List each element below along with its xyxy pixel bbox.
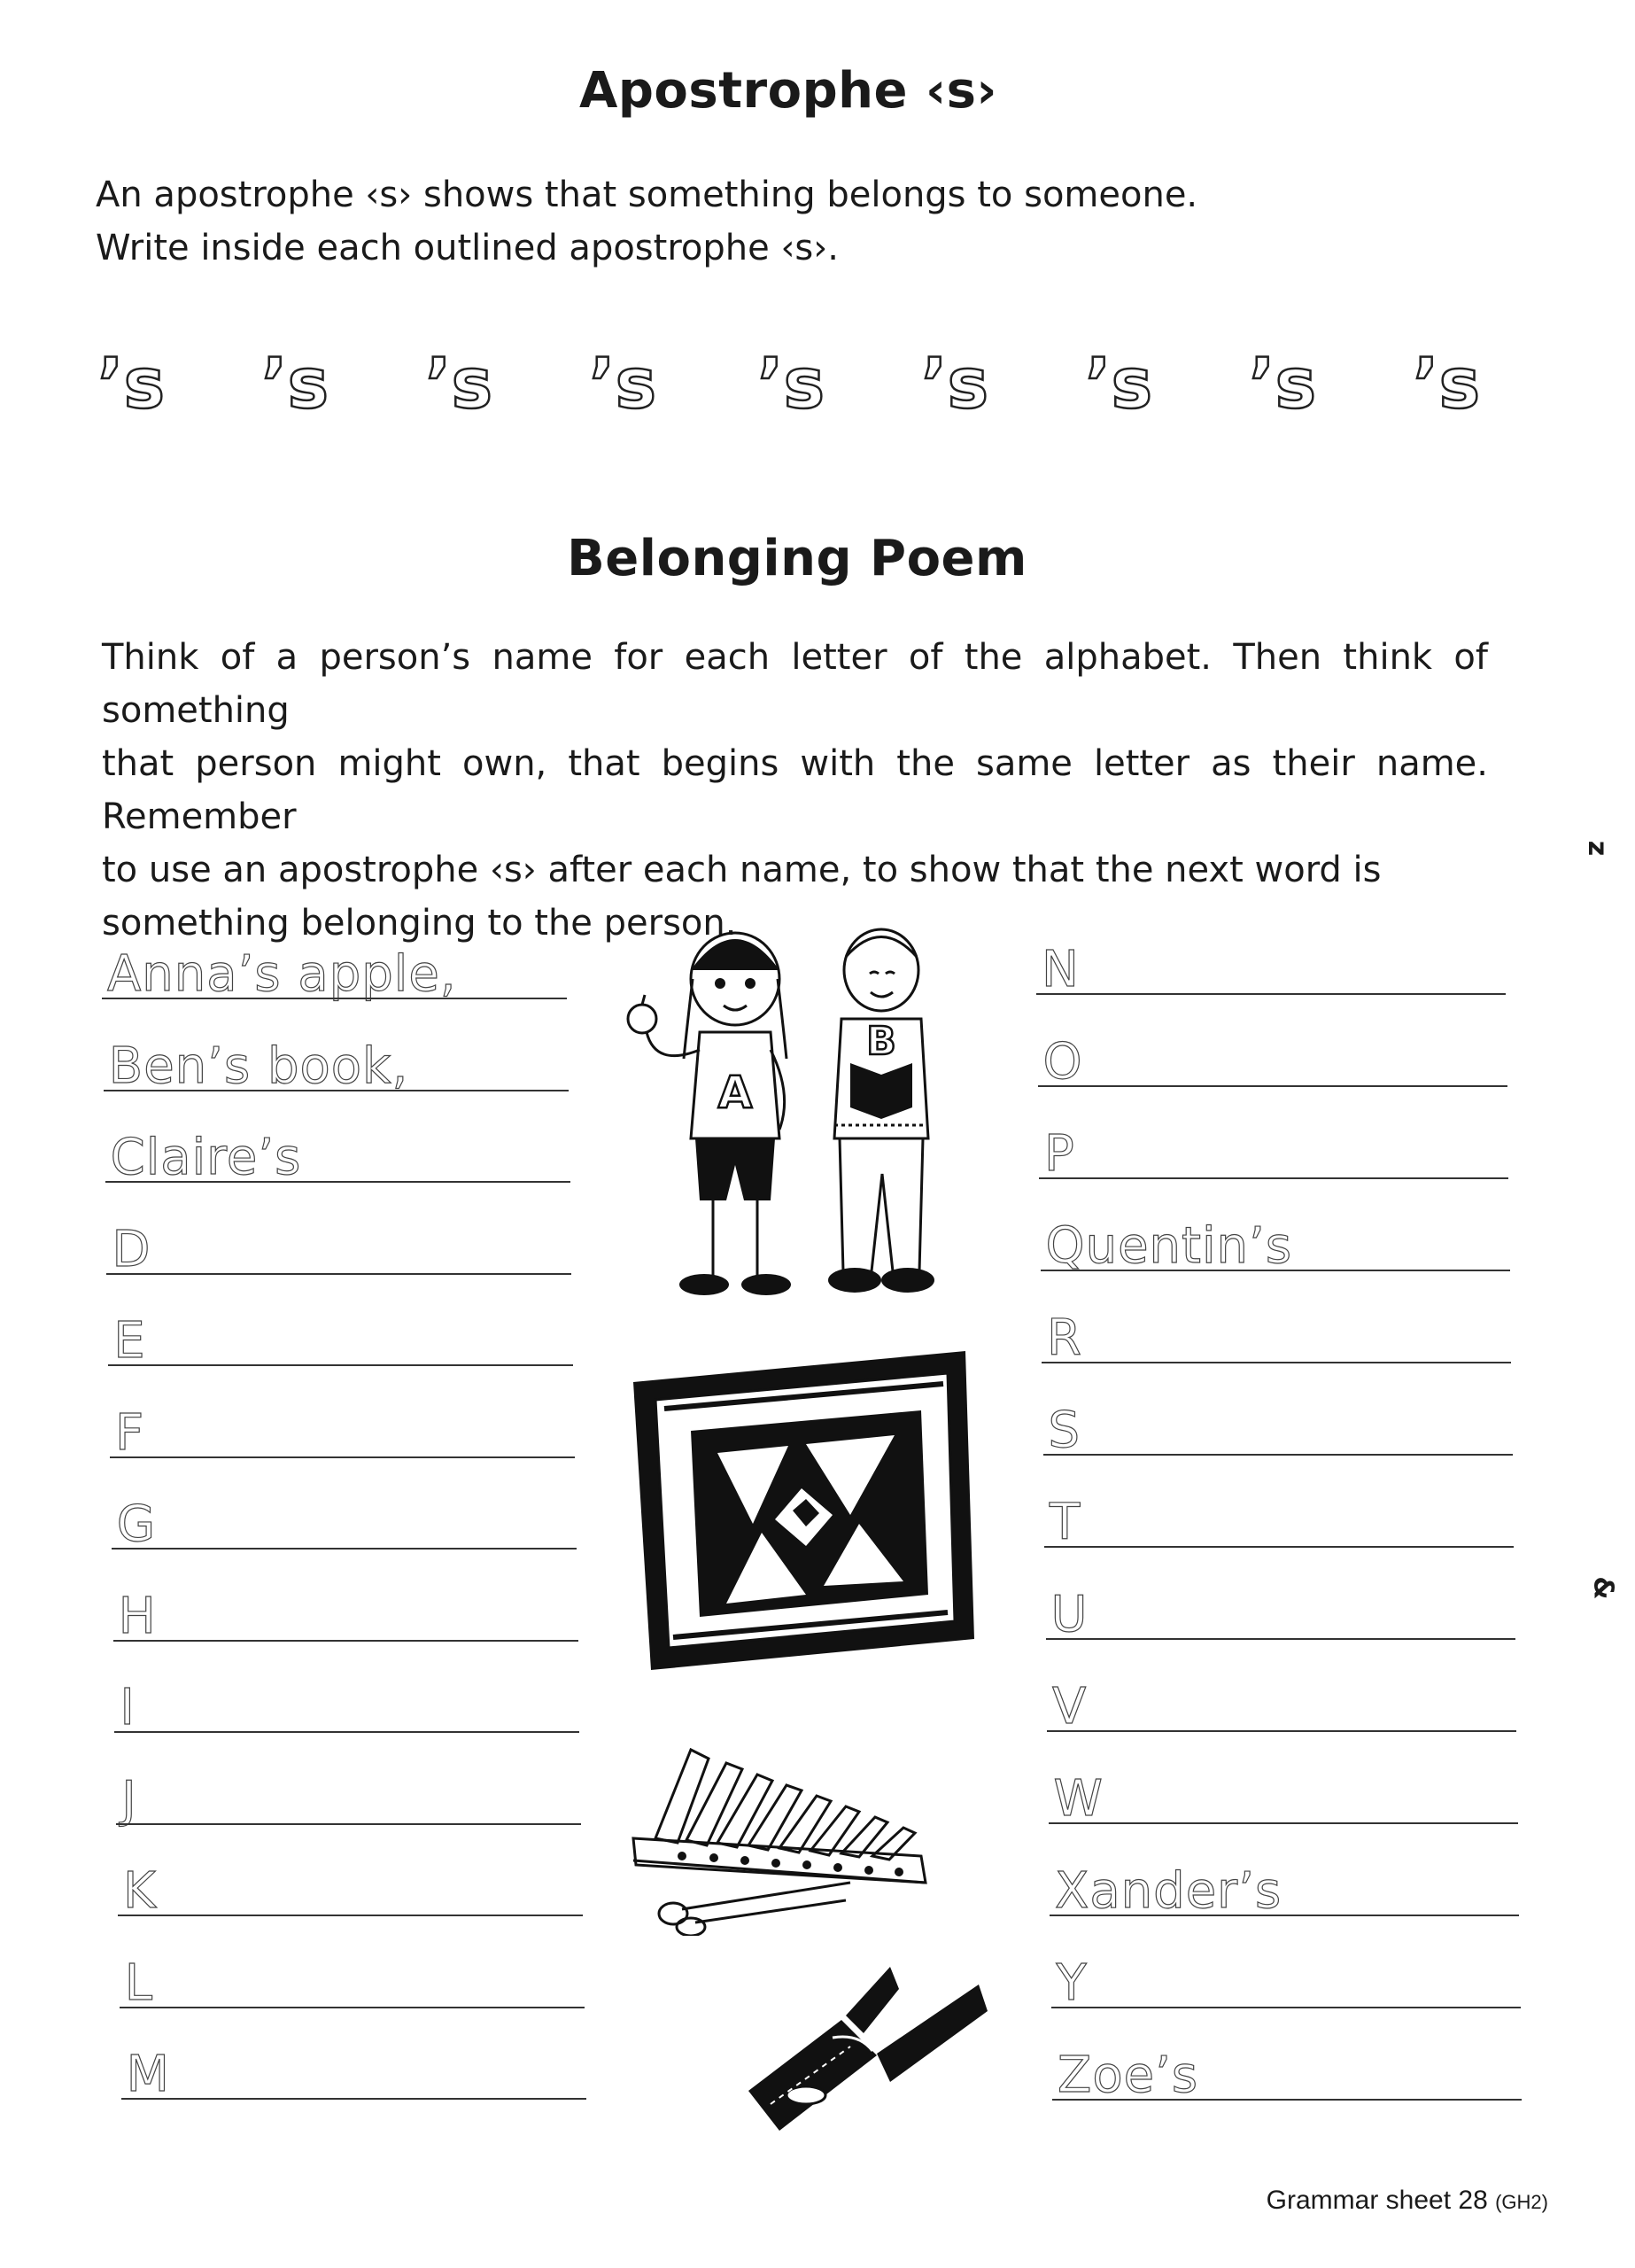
instruction-line-2: Write inside each outlined apostrophe ‹s›.: [96, 228, 839, 268]
margin-mark: z: [1582, 840, 1614, 857]
writing-line[interactable]: [1041, 1211, 1510, 1282]
trace-apostrophe-s[interactable]: ’s: [1249, 345, 1317, 424]
writing-line-rule: [113, 1640, 578, 1642]
footer: [1267, 2186, 1548, 2216]
writing-line[interactable]: [102, 939, 567, 1010]
writing-line[interactable]: [1050, 1856, 1519, 1927]
writing-line-rule: [105, 1181, 570, 1183]
writing-line-prompt: P: [1044, 1125, 1075, 1183]
writing-line[interactable]: [1039, 1119, 1508, 1190]
writing-line-prompt: Xander’s: [1055, 1862, 1282, 1920]
writing-line[interactable]: [118, 1856, 583, 1927]
writing-line-prompt: K: [123, 1862, 157, 1920]
writing-line-prompt: G: [116, 1495, 157, 1553]
writing-line-rule: [1049, 1822, 1518, 1824]
writing-line-rule: [114, 1731, 579, 1733]
writing-line[interactable]: [113, 1581, 578, 1652]
writing-line-rule: [121, 2098, 586, 2100]
writing-line-rule: [1043, 1454, 1513, 1456]
trace-apostrophe-s[interactable]: ’s: [757, 345, 825, 424]
trace-apostrophe-s[interactable]: ’s: [921, 345, 989, 424]
writing-line-prompt: L: [124, 1953, 153, 2012]
xylophone-icon: [629, 1732, 974, 1936]
writing-line-prompt: Y: [1056, 1954, 1088, 2012]
writing-line[interactable]: [108, 1306, 573, 1377]
writing-line-prompt: Claire’s: [110, 1129, 302, 1186]
writing-line-rule: [1052, 2099, 1522, 2101]
writing-line-prompt: J: [121, 1770, 137, 1829]
writing-line-rule: [116, 1823, 581, 1825]
apostrophe-instructions: [96, 168, 1513, 275]
writing-line[interactable]: [114, 1673, 579, 1744]
trace-apostrophe-s[interactable]: ’s: [1085, 345, 1153, 424]
writing-line-rule: [104, 1090, 569, 1091]
writing-line-rule: [1042, 1362, 1511, 1363]
footer-code: (GH2): [1495, 2191, 1548, 2213]
writing-line[interactable]: [112, 1489, 577, 1560]
writing-line[interactable]: [1046, 1580, 1515, 1651]
writing-line-rule: [120, 2007, 585, 2008]
writing-line-prompt: I: [120, 1679, 136, 1736]
writing-line[interactable]: [1043, 1395, 1513, 1466]
writing-line[interactable]: [121, 2039, 586, 2110]
writing-line-prompt: Quentin’s: [1045, 1217, 1292, 1275]
boy-with-book-icon: [828, 929, 934, 1293]
writing-line[interactable]: [120, 1948, 585, 2019]
writing-line[interactable]: [116, 1765, 581, 1836]
writing-line-rule: [118, 1915, 583, 1916]
writing-line-rule: [1047, 1730, 1516, 1732]
writing-line[interactable]: [106, 1215, 571, 1285]
writing-line-prompt: O: [1042, 1033, 1083, 1091]
writing-line-rule: [108, 1364, 573, 1366]
zip-icon: [744, 1949, 992, 2135]
writing-line-prompt: D: [112, 1220, 151, 1278]
writing-line-rule: [102, 998, 567, 999]
trace-apostrophe-s[interactable]: ’s: [425, 345, 493, 424]
writing-line-rule: [1050, 1915, 1519, 1916]
writing-line[interactable]: [1051, 1948, 1521, 2019]
writing-line[interactable]: [1036, 935, 1506, 1006]
writing-line-prompt: S: [1048, 1402, 1081, 1459]
writing-line-rule: [1038, 1085, 1507, 1087]
writing-line-rule: [1039, 1177, 1508, 1179]
writing-line-rule: [110, 1456, 575, 1458]
poem-instructions: [102, 631, 1488, 950]
writing-line-rule: [1051, 2007, 1521, 2008]
patterned-rug-icon: [629, 1347, 974, 1674]
writing-line[interactable]: [1042, 1303, 1511, 1374]
writing-line-prompt: F: [115, 1403, 145, 1462]
margin-mark: &: [1587, 1576, 1619, 1600]
poem-instruction-line: to use an apostrophe ‹s› after each name, to show that the next word is: [102, 850, 1382, 890]
writing-line-rule: [1044, 1546, 1514, 1548]
footer-label: Grammar sheet 28: [1266, 2186, 1488, 2215]
trace-apostrophe-s[interactable]: ’s: [261, 345, 329, 424]
writing-line[interactable]: [1038, 1027, 1507, 1098]
poem-instruction-line: that person might own, that begins with the same letter as their name. Remember: [102, 743, 1488, 837]
children-illustration: [602, 917, 957, 1307]
writing-line-prompt: T: [1050, 1494, 1081, 1551]
instruction-line-1: An apostrophe ‹s› shows that something belongs to someone.: [96, 175, 1198, 215]
writing-line-prompt: U: [1050, 1586, 1089, 1643]
trace-apostrophe-s[interactable]: ’s: [589, 345, 657, 424]
writing-line-prompt: Anna’s apple,: [107, 945, 457, 1003]
girl-with-apple-icon: [628, 933, 791, 1295]
kid-a-shirt-letter: A: [717, 1067, 753, 1118]
apostrophe-title: Apostrophe ‹s›: [578, 62, 997, 120]
writing-line-rule: [112, 1548, 577, 1550]
writing-line-rule: [1041, 1270, 1510, 1271]
kid-b-shirt-letter: B: [866, 1019, 896, 1064]
writing-line-rule: [1046, 1638, 1515, 1640]
writing-line-prompt: H: [118, 1587, 157, 1645]
writing-line-prompt: E: [113, 1312, 146, 1370]
writing-line[interactable]: [1047, 1672, 1516, 1743]
writing-line-rule: [106, 1273, 571, 1275]
writing-line[interactable]: [105, 1122, 570, 1193]
poem-instruction-line: Think of a person’s name for each letter of the alphabet. Then think of something: [102, 637, 1488, 731]
writing-line-prompt: Zoe’s: [1058, 2047, 1199, 2104]
poem-instruction-line: something belonging to the person.: [102, 903, 737, 944]
writing-line-prompt: N: [1042, 941, 1080, 998]
writing-line-prompt: M: [126, 2046, 170, 2103]
trace-apostrophe-s[interactable]: ’s: [97, 345, 166, 424]
writing-line[interactable]: [1044, 1487, 1514, 1558]
writing-line[interactable]: [104, 1031, 569, 1102]
trace-apostrophe-s[interactable]: ’s: [1413, 345, 1481, 424]
writing-line[interactable]: [110, 1398, 575, 1469]
writing-line[interactable]: [1052, 2040, 1522, 2111]
writing-line-prompt: Ben’s book,: [108, 1037, 409, 1095]
writing-line-prompt: V: [1052, 1678, 1088, 1736]
poem-title: Belonging Poem: [567, 530, 1027, 587]
writing-line-rule: [1036, 993, 1506, 995]
apostrophe-trace-row: [89, 345, 1506, 447]
writing-line[interactable]: [1049, 1764, 1518, 1835]
writing-line-prompt: R: [1047, 1309, 1082, 1367]
writing-line-prompt: W: [1053, 1770, 1104, 1828]
